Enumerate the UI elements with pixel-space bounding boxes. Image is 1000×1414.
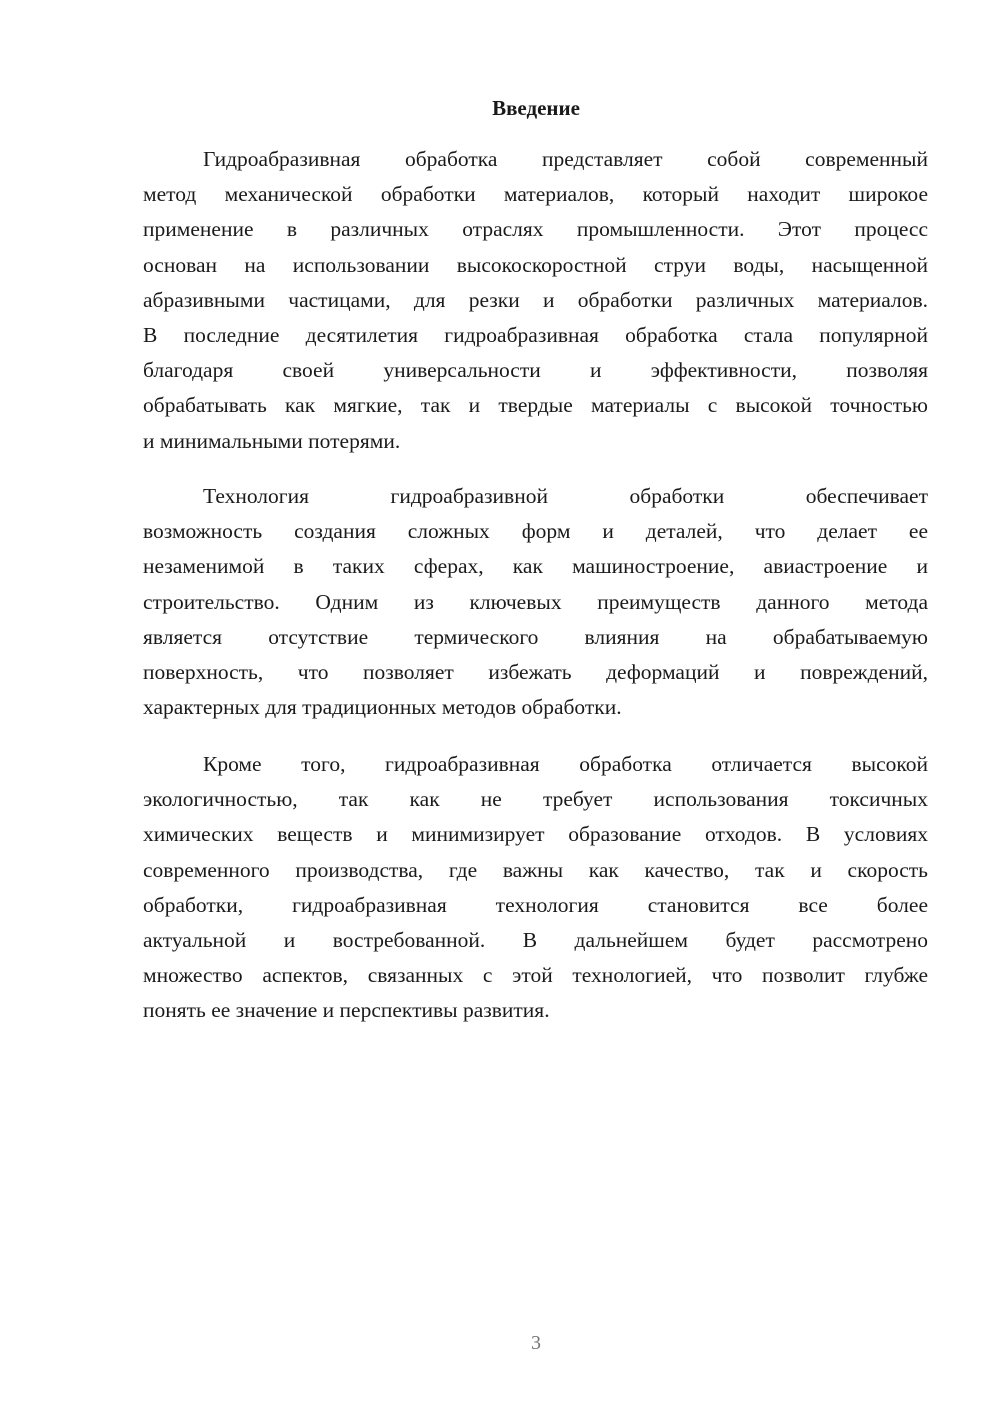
- text-line: строительство. Одним из ключевых преимуществ данного метода: [143, 589, 928, 614]
- paragraph-1: [143, 142, 928, 459]
- text-line: применение в различных отраслях промышленности. Этот процесс: [143, 217, 928, 242]
- text-line: благодаря своей универсальности и эффективности, позволяя: [143, 358, 928, 383]
- text-line: современного производства, где важны как качество, так и скорость: [143, 857, 928, 882]
- text-line: является отсутствие термического влияния на обрабатываемую: [143, 624, 928, 649]
- text-line: и минимальными потерями.: [143, 428, 401, 453]
- text-line: множество аспектов, связанных с этой технологией, что позволит глубже: [143, 963, 928, 988]
- text-line: понять ее значение и перспективы развития.: [143, 998, 550, 1023]
- text-line: Гидроабразивная обработка представляет собой современный: [203, 147, 928, 171]
- text-line: В последние десятилетия гидроабразивная обработка стала популярной: [143, 322, 928, 347]
- text-line: основан на использовании высокоскоростной струи воды, насыщенной: [143, 252, 928, 277]
- text-line: актуальной и востребованной. В дальнейшем будет рассмотрено: [143, 927, 928, 952]
- text-line: обрабатывать как мягкие, так и твердые материалы с высокой точностью: [143, 393, 928, 418]
- text-line: поверхность, что позволяет избежать деформаций и повреждений,: [143, 659, 928, 684]
- text-line: незаменимой в таких сферах, как машиностроение, авиастроение и: [143, 554, 928, 579]
- text-line: характерных для традиционных методов обработки.: [143, 695, 622, 720]
- text-line: обработки, гидроабразивная технология становится все более: [143, 892, 928, 917]
- text-line: метод механической обработки материалов, который находит широкое: [143, 182, 928, 207]
- text-line: Кроме того, гидроабразивная обработка отличается высокой: [203, 752, 928, 776]
- text-line: экологичностью, так как не требует использования токсичных: [143, 787, 928, 812]
- page-number: 3: [531, 1332, 541, 1354]
- paragraph-3: [143, 747, 928, 1029]
- page-title: Введение: [492, 96, 580, 120]
- text-line: возможность создания сложных форм и деталей, что делает ее: [143, 519, 928, 544]
- text-line: абразивными частицами, для резки и обработки различных материалов.: [143, 287, 928, 312]
- text-line: химических веществ и минимизирует образование отходов. В условиях: [143, 822, 928, 847]
- paragraph-2: [143, 479, 928, 725]
- text-line: Технология гидроабразивной обработки обеспечивает: [203, 484, 928, 508]
